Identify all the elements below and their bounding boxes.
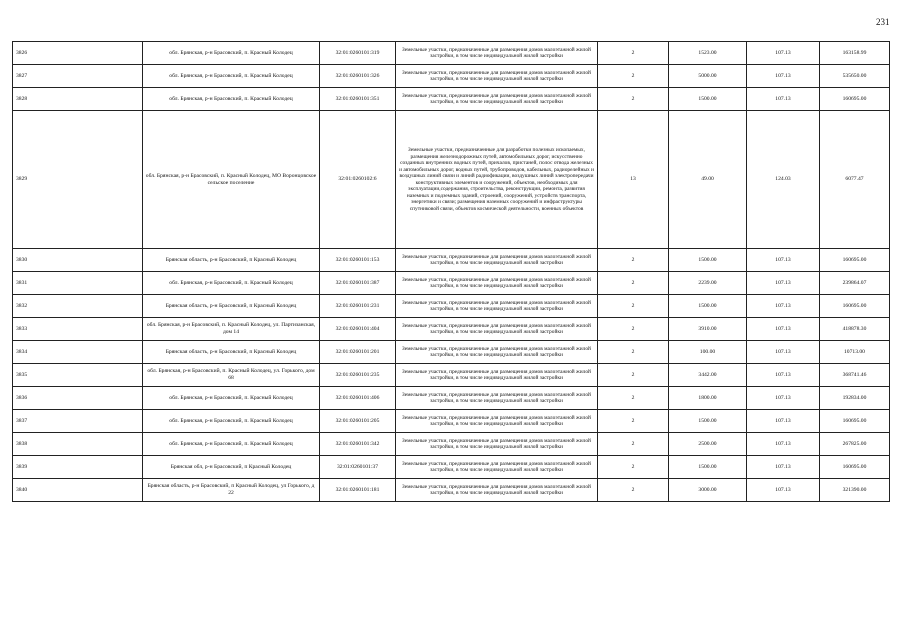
address-cell: обл. Брянская, р-н Брасовский, п. Красный Колодец: [143, 65, 320, 88]
address-cell: Брянская область, р-н Брасовский, п Красный Колодец: [143, 295, 320, 318]
cadastral-value-cell: 239864.07: [820, 272, 890, 295]
cadastral-value-cell: 160695.00: [820, 249, 890, 272]
cadastral-number-cell: 32:01:0260101:153: [320, 249, 396, 272]
land-use-cell: Земельные участки, предназначенные для размещения домов малоэтажной жилой застройки, в том числе индивидуальной жилой застройки: [396, 433, 598, 456]
address-cell: обл. Брянская, р-н Брасовский, п. Красный Колодец: [143, 42, 320, 65]
address-cell: Брянская область, р-н Брасовский, п Красный Колодец: [143, 341, 320, 364]
cadastral-number-cell: 32:01:0260102:6: [320, 111, 396, 249]
area-cell: 1500.00: [669, 410, 747, 433]
land-use-cell: Земельные участки, предназначенные для размещения домов малоэтажной жилой застройки, в том числе индивидуальной жилой застройки: [396, 42, 598, 65]
row-number: 3834: [13, 341, 143, 364]
area-cell: 49.00: [669, 111, 747, 249]
rate-cell: 107.13: [747, 456, 820, 479]
cadastral-value-cell: 160695.00: [820, 456, 890, 479]
table-row: [13, 387, 890, 410]
rate-cell: 107.13: [747, 295, 820, 318]
address-cell: обл. Брянская, р-н Брасовский, п. Красный Колодец: [143, 88, 320, 111]
table-row: [13, 318, 890, 341]
table-row: [13, 65, 890, 88]
cadastral-value-cell: 267825.00: [820, 433, 890, 456]
land-use-cell: Земельные участки, предназначенные для размещения домов малоэтажной жилой застройки, в том числе индивидуальной жилой застройки: [396, 65, 598, 88]
group-code-cell: 2: [598, 387, 669, 410]
table-row: [13, 456, 890, 479]
address-cell: обл. Брянская, р-н Брасовский, п. Красный Колодец: [143, 410, 320, 433]
address-cell: обл. Брянская, р-н Брасовский, п. Красный Колодец, ул. Партизанская, дом 14: [143, 318, 320, 341]
address-cell: обл. Брянская, р-н Брасовский, п. Красный Колодец: [143, 433, 320, 456]
area-cell: 3000.00: [669, 479, 747, 502]
group-code-cell: 2: [598, 88, 669, 111]
cadastral-value-cell: 6077.47: [820, 111, 890, 249]
rate-cell: 107.13: [747, 88, 820, 111]
area-cell: 3442.00: [669, 364, 747, 387]
cadastral-number-cell: 32:01:0260101:351: [320, 88, 396, 111]
rate-cell: 124.03: [747, 111, 820, 249]
land-use-cell: Земельные участки, предназначенные для размещения домов малоэтажной жилой застройки, в том числе индивидуальной жилой застройки: [396, 88, 598, 111]
row-number: 3826: [13, 42, 143, 65]
address-cell: обл. Брянская, р-н Брасовский, п. Красный Колодец: [143, 387, 320, 410]
land-use-cell: Земельные участки, предназначенные для размещения домов малоэтажной жилой застройки, в том числе индивидуальной жилой застройки: [396, 249, 598, 272]
cadastral-value-cell: 535650.00: [820, 65, 890, 88]
land-use-cell: Земельные участки, предназначенные для размещения домов малоэтажной жилой застройки, в том числе индивидуальной жилой застройки: [396, 318, 598, 341]
cadastral-number-cell: 32:01:0260101:342: [320, 433, 396, 456]
row-number: 3832: [13, 295, 143, 318]
group-code-cell: 2: [598, 456, 669, 479]
cadastral-value-cell: 160695.00: [820, 410, 890, 433]
cadastral-value-cell: 160695.00: [820, 295, 890, 318]
land-use-cell: Земельные участки, предназначенные для размещения домов малоэтажной жилой застройки, в том числе индивидуальной жилой застройки: [396, 479, 598, 502]
row-number: 3827: [13, 65, 143, 88]
cadastral-number-cell: 32:01:0260101:235: [320, 364, 396, 387]
area-cell: 2239.00: [669, 272, 747, 295]
cadastral-value-cell: 163158.99: [820, 42, 890, 65]
table-row: [13, 295, 890, 318]
group-code-cell: 2: [598, 249, 669, 272]
row-number: 3833: [13, 318, 143, 341]
rate-cell: 107.13: [747, 387, 820, 410]
land-use-cell: Земельные участки, предназначенные для разработки полезных ископаемых, размещения железнодорожных путей, автомобильных дорог, искусственно созданных внутренних водных путей, причалов, пристаней, полос отвода железных и автомобильных дорог, водных путей, трубопроводов, кабельных, радиорелейных и воздушных линий связи и линий радиофикации, воздушных линий электропередачи конструктивных элементов и сооружений, объектов, необходимых для эксплуатации,содержания, строительства, реконструкции, ремонта, развития наземных и подземных зданий, строений, сооружений, устройств транспорта, энергетики и связи; размещения наземных сооружений и инфраструктуры спутниковой связи, объектов космической деятельности, военных объектов: [396, 111, 598, 249]
group-code-cell: 2: [598, 42, 669, 65]
cadastral-number-cell: 32:01:0260101:406: [320, 387, 396, 410]
row-number: 3828: [13, 88, 143, 111]
row-number: 3838: [13, 433, 143, 456]
page-number: 231: [876, 17, 890, 27]
land-use-cell: Земельные участки, предназначенные для размещения домов малоэтажной жилой застройки, в том числе индивидуальной жилой застройки: [396, 295, 598, 318]
group-code-cell: 2: [598, 272, 669, 295]
cadastral-value-cell: 321390.00: [820, 479, 890, 502]
rate-cell: 107.13: [747, 433, 820, 456]
cadastral-number-cell: 32:01:0260101:387: [320, 272, 396, 295]
row-number: 3840: [13, 479, 143, 502]
rate-cell: 107.13: [747, 249, 820, 272]
cadastral-value-table: [12, 41, 890, 502]
address-cell: обл. Брянская, р-н Брасовский, п. Красный Колодец: [143, 272, 320, 295]
land-use-cell: Земельные участки, предназначенные для размещения домов малоэтажной жилой застройки, в том числе индивидуальной жилой застройки: [396, 387, 598, 410]
cadastral-value-cell: 418878.30: [820, 318, 890, 341]
area-cell: 100.00: [669, 341, 747, 364]
group-code-cell: 2: [598, 364, 669, 387]
table-row: [13, 364, 890, 387]
land-use-cell: Земельные участки, предназначенные для размещения домов малоэтажной жилой застройки, в том числе индивидуальной жилой застройки: [396, 456, 598, 479]
cadastral-value-cell: 192834.00: [820, 387, 890, 410]
rate-cell: 107.13: [747, 479, 820, 502]
table-row: [13, 433, 890, 456]
rate-cell: 107.13: [747, 410, 820, 433]
cadastral-value-cell: 10713.00: [820, 341, 890, 364]
group-code-cell: 2: [598, 479, 669, 502]
cadastral-number-cell: 32:01:0260101:201: [320, 341, 396, 364]
address-cell: обл. Брянская, р-н Брасовский, п. Красный Колодец, МО Воронцовское сельское поселение: [143, 111, 320, 249]
group-code-cell: 2: [598, 65, 669, 88]
cadastral-number-cell: 32:01:0260101:404: [320, 318, 396, 341]
area-cell: 1523.00: [669, 42, 747, 65]
area-cell: 1800.00: [669, 387, 747, 410]
area-cell: 1500.00: [669, 249, 747, 272]
row-number: 3829: [13, 111, 143, 249]
group-code-cell: 2: [598, 433, 669, 456]
area-cell: 5000.00: [669, 65, 747, 88]
address-cell: Брянская обл, р-н Брасовский, п Красный Колодец: [143, 456, 320, 479]
table-row: [13, 272, 890, 295]
row-number: 3830: [13, 249, 143, 272]
row-number: 3835: [13, 364, 143, 387]
rate-cell: 107.13: [747, 364, 820, 387]
rate-cell: 107.13: [747, 341, 820, 364]
rate-cell: 107.13: [747, 272, 820, 295]
area-cell: 2500.00: [669, 433, 747, 456]
area-cell: 1500.00: [669, 456, 747, 479]
table-row: [13, 479, 890, 502]
group-code-cell: 2: [598, 341, 669, 364]
land-use-cell: Земельные участки, предназначенные для размещения домов малоэтажной жилой застройки, в том числе индивидуальной жилой застройки: [396, 410, 598, 433]
cadastral-number-cell: 32:01:0260101:181: [320, 479, 396, 502]
address-cell: Брянская область, р-н Брасовский, п Красный Колодец: [143, 249, 320, 272]
cadastral-number-cell: 32:01:0260101:231: [320, 295, 396, 318]
table-row: [13, 42, 890, 65]
table-row: [13, 88, 890, 111]
cadastral-value-cell: 368741.46: [820, 364, 890, 387]
row-number: 3837: [13, 410, 143, 433]
table-row: [13, 410, 890, 433]
land-use-cell: Земельные участки, предназначенные для размещения домов малоэтажной жилой застройки, в том числе индивидуальной жилой застройки: [396, 272, 598, 295]
cadastral-number-cell: 32:01:0260101:326: [320, 65, 396, 88]
area-cell: 1500.00: [669, 88, 747, 111]
rate-cell: 107.13: [747, 318, 820, 341]
row-number: 3836: [13, 387, 143, 410]
row-number: 3831: [13, 272, 143, 295]
group-code-cell: 2: [598, 318, 669, 341]
area-cell: 3910.00: [669, 318, 747, 341]
land-use-cell: Земельные участки, предназначенные для размещения домов малоэтажной жилой застройки, в том числе индивидуальной жилой застройки: [396, 364, 598, 387]
area-cell: 1500.00: [669, 295, 747, 318]
table-row: [13, 341, 890, 364]
rate-cell: 107.13: [747, 42, 820, 65]
table-row: [13, 249, 890, 272]
land-use-cell: Земельные участки, предназначенные для размещения домов малоэтажной жилой застройки, в том числе индивидуальной жилой застройки: [396, 341, 598, 364]
group-code-cell: 2: [598, 295, 669, 318]
group-code-cell: 13: [598, 111, 669, 249]
address-cell: обл. Брянская, р-н Брасовский, п. Красный Колодец, ул. Горького, дом 68: [143, 364, 320, 387]
rate-cell: 107.13: [747, 65, 820, 88]
cadastral-value-cell: 160695.00: [820, 88, 890, 111]
cadastral-number-cell: 32:01:0260101:205: [320, 410, 396, 433]
row-number: 3839: [13, 456, 143, 479]
address-cell: Брянская область, р-н Брасовский, п Красный Колодец, ул Горького, д 22: [143, 479, 320, 502]
cadastral-number-cell: 32:01:0260101:319: [320, 42, 396, 65]
group-code-cell: 2: [598, 410, 669, 433]
table-row: [13, 111, 890, 249]
cadastral-number-cell: 32:01:0260101:37: [320, 456, 396, 479]
